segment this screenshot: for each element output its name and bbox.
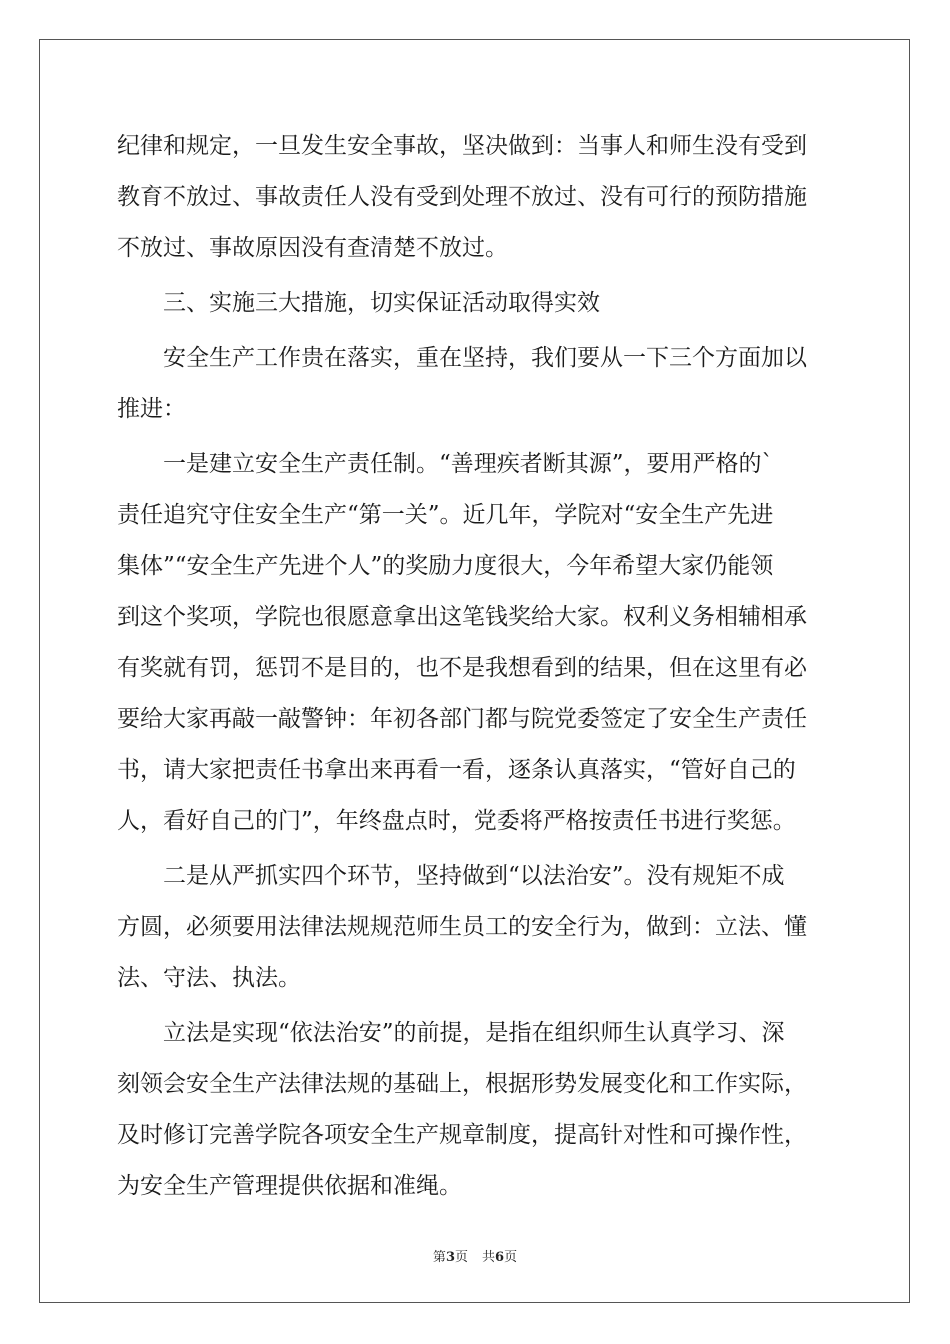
text-line: 推进： — [117, 396, 186, 422]
text-line: 责任追究守住安全生产“第一关”。近几年，学院对“安全生产先进 — [117, 502, 774, 528]
current-page-number: 3 — [445, 1250, 455, 1265]
document-body — [117, 121, 833, 1212]
text-line: 为安全生产管理提供依据和准绳。 — [117, 1173, 462, 1199]
text-line: 不放过、事故原因没有查清楚不放过。 — [117, 235, 508, 261]
text-line: 安全生产工作贵在落实，重在坚持，我们要从一下三个方面加以 — [163, 345, 807, 371]
text-line: 人，看好自己的门”，年终盘点时，党委将严格按责任书进行奖惩。 — [117, 808, 796, 834]
total-pages-number: 6 — [495, 1250, 505, 1265]
text-line: 有奖就有罚，惩罚不是目的，也不是我想看到的结果，但在这里有必 — [117, 655, 807, 681]
text-line: 立法是实现“依法治安”的前提，是指在组织师生认真学习、深 — [163, 1020, 785, 1046]
section-heading — [117, 278, 833, 329]
text-line: 集体”“安全生产先进个人”的奖励力度很大，今年希望大家仍能领 — [117, 553, 774, 579]
footer-page-suffix: 页 — [454, 1250, 468, 1265]
text-line: 二是从严抓实四个环节，坚持做到“以法治安”。没有规矩不成 — [163, 863, 785, 889]
text-line: 一是建立安全生产责任制。“善理疾者断其源”，要用严格的` — [163, 451, 774, 477]
text-line: 到这个奖项，学院也很愿意拿出这笔钱奖给大家。权利义务相辅相承 — [117, 604, 807, 630]
text-line: 及时修订完善学院各项安全生产规章制度，提高针对性和可操作性， — [117, 1122, 807, 1148]
paragraph-discipline — [117, 121, 833, 274]
text-line: 要给大家再敲一敲警钟：年初各部门都与院党委签定了安全生产责任 — [117, 706, 807, 732]
text-line: 书，请大家把责任书拿出来再看一看，逐条认真落实，“管好自己的 — [117, 757, 796, 783]
text-line: 教育不放过、事故责任人没有受到处理不放过、没有可行的预防措施 — [117, 184, 807, 210]
paragraph-legislation — [117, 1008, 833, 1212]
page-footer — [0, 1246, 950, 1265]
text-line: 方圆，必须要用法律法规规范师生员工的安全行为，做到：立法、懂 — [117, 914, 807, 940]
paragraph-intro — [117, 333, 833, 435]
text-line: 纪律和规定，一旦发生安全事故，坚决做到：当事人和师生没有受到 — [117, 133, 807, 159]
footer-total-prefix: 共 — [482, 1250, 496, 1265]
paragraph-rule-of-law — [117, 851, 833, 1004]
heading-line: 三、实施三大措施，切实保证活动取得实效 — [163, 290, 600, 316]
footer-total-suffix: 页 — [504, 1250, 518, 1265]
paragraph-responsibility — [117, 439, 833, 847]
footer-prefix: 第 — [432, 1250, 446, 1265]
text-line: 刻领会安全生产法律法规的基础上，根据形势发展变化和工作实际， — [117, 1071, 807, 1097]
text-line: 法、守法、执法。 — [117, 965, 301, 991]
